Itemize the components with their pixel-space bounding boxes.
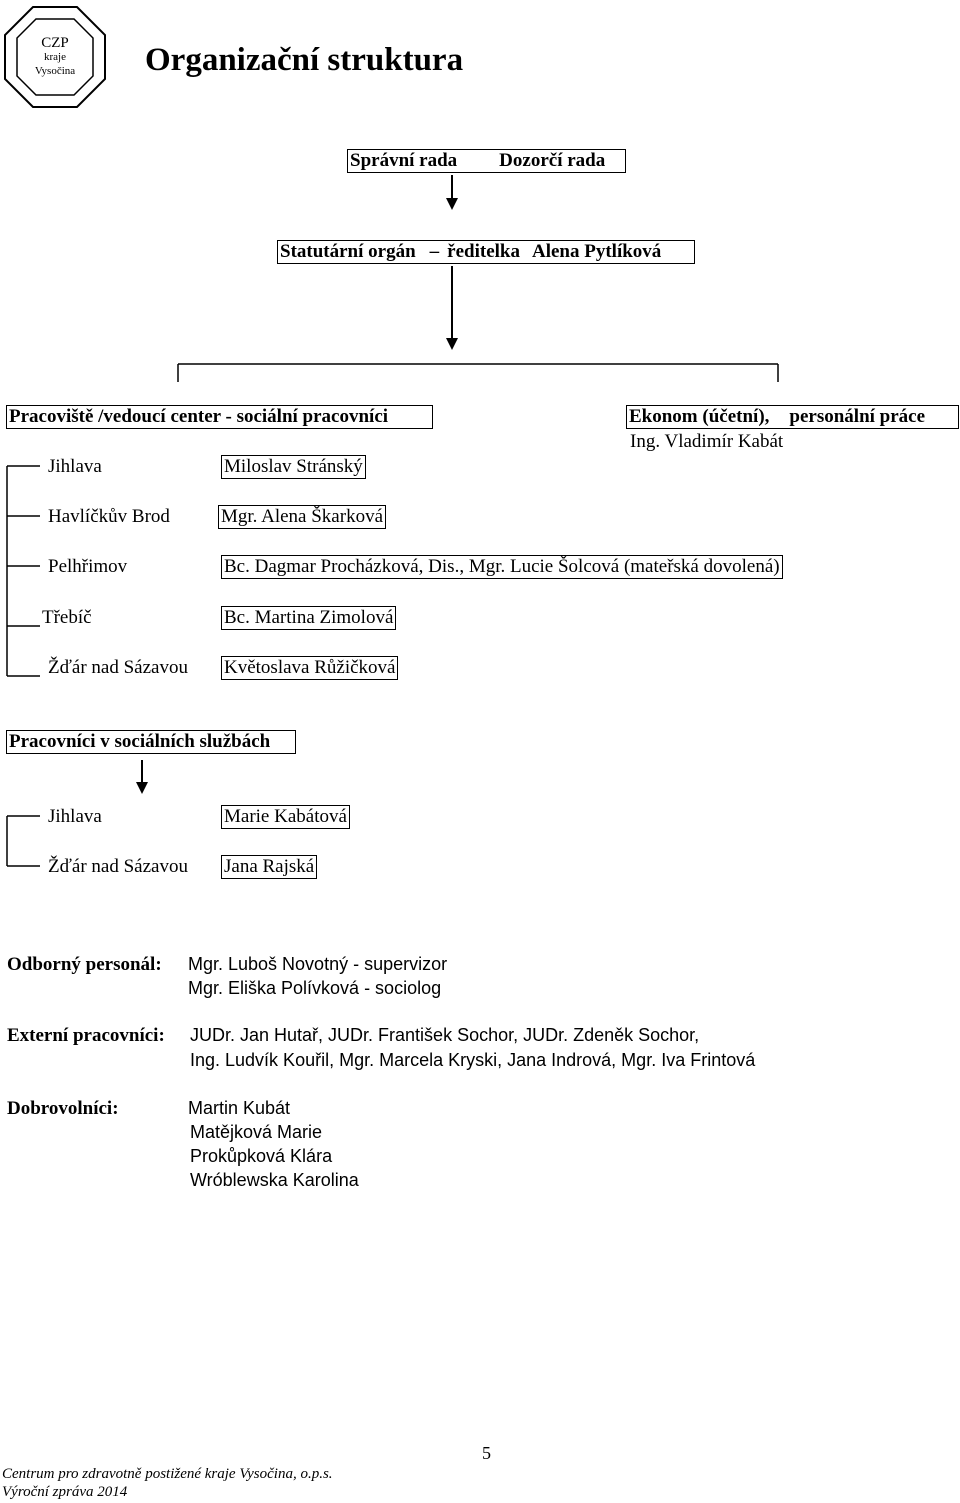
economist-left: Ekonom (účetní), <box>629 406 770 427</box>
statutory-name: Alena Pytlíková <box>531 241 662 262</box>
external-line-1: JUDr. Jan Hutař, JUDr. František Sochor, JUDr. Zdeněk Sochor, <box>190 1025 700 1045</box>
page-number: 5 <box>482 1443 491 1463</box>
supervisory-board: Dozorčí rada <box>499 150 606 171</box>
volunteers-label: Dobrovolníci: <box>7 1098 119 1119</box>
social-place-zdar: Žďár nad Sázavou <box>48 856 188 877</box>
volunteer-1: Martin Kubát <box>188 1098 291 1118</box>
page-title: Organizační struktura <box>145 42 464 78</box>
logo-text <box>3 36 107 78</box>
external-label: Externí pracovníci: <box>7 1025 165 1046</box>
workplace-person-zdar: Květoslava Růžičková <box>221 656 398 680</box>
statutory-box <box>277 240 695 264</box>
workplaces-header: Pracoviště /vedoucí center - sociální pracovníci <box>6 405 433 429</box>
social-services-header: Pracovníci v sociálních službách <box>6 730 296 754</box>
workplace-place-pelhrimov: Pelhřimov <box>48 556 128 577</box>
statutory-dash: – <box>429 241 440 262</box>
workplace-place-trebic: Třebíč <box>42 607 92 628</box>
administrative-board: Správní rada <box>350 150 458 171</box>
workplace-person-jihlava: Miloslav Stránský <box>221 455 366 479</box>
workplace-place-jihlava: Jihlava <box>48 456 102 477</box>
professional-label: Odborný personál: <box>7 954 162 975</box>
professional-person-1: Mgr. Luboš Novotný - supervizor <box>188 954 448 974</box>
professional-person-2: Mgr. Eliška Polívková - sociolog <box>188 978 442 998</box>
footer-organization: Centrum pro zdravotně postižené kraje Vysočina, o.p.s. <box>2 1466 333 1482</box>
workplace-person-pelhrimov: Bc. Dagmar Procházková, Dis., Mgr. Lucie Šolcová (mateřská dovolená) <box>221 555 783 579</box>
economist-right: personální práce <box>789 406 926 427</box>
workplace-person-trebic: Bc. Martina Zimolová <box>221 606 396 630</box>
logo-line2: kraje <box>44 51 66 63</box>
economist-name: Ing. Vladimír Kabát <box>630 431 784 452</box>
workplace-person-havlickuv-brod: Mgr. Alena Škarková <box>218 505 386 529</box>
social-person-zdar: Jana Rajská <box>221 855 317 879</box>
workplace-place-zdar: Žďár nad Sázavou <box>48 657 188 678</box>
logo-line3: Vysočina <box>34 65 76 77</box>
footer-report: Výroční zpráva 2014 <box>2 1484 128 1500</box>
social-person-jihlava: Marie Kabátová <box>221 805 350 829</box>
volunteer-3: Prokůpková Klára <box>190 1146 333 1166</box>
economist-header <box>626 405 959 429</box>
external-line-2: Ing. Ludvík Kouřil, Mgr. Marcela Kryski, Jana Indrová, Mgr. Iva Frintová <box>190 1050 756 1070</box>
volunteer-4: Wróblewska Karolina <box>190 1170 359 1190</box>
logo-line1: CZP <box>41 35 69 51</box>
workplace-place-havlickuv-brod: Havlíčkův Brod <box>48 506 170 527</box>
statutory-role: ředitelka <box>447 241 520 262</box>
statutory-label: Statutární orgán <box>280 241 416 262</box>
social-place-jihlava: Jihlava <box>48 806 102 827</box>
volunteer-2: Matějková Marie <box>190 1122 323 1142</box>
board-box <box>347 149 626 173</box>
